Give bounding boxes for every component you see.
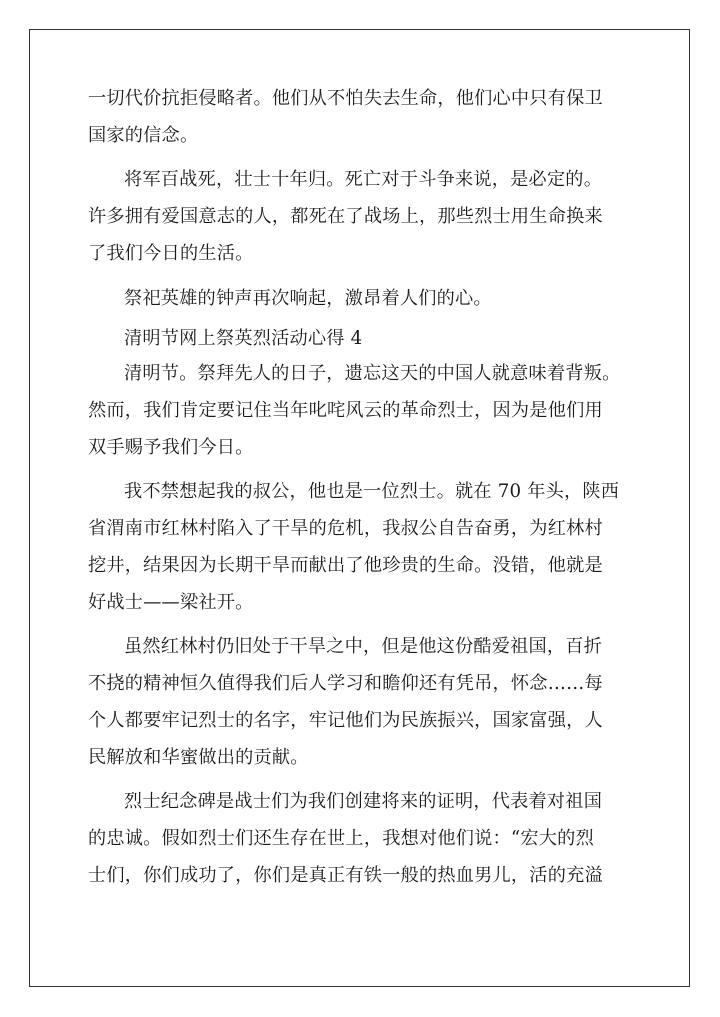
text-line: 个人都要牢记烈士的名字，牢记他们为民族振兴，国家富强，人 — [88, 710, 603, 731]
text-line: 省渭南市红林村陷入了干旱的危机，我叔公自告奋勇，为红林村 — [88, 518, 603, 539]
paragraph-start-line: 祭祀英雄的钟声再次响起，激昂着人们的心。 — [124, 288, 492, 309]
text-line: 好战士——梁社开。 — [88, 592, 254, 613]
text-line: 民解放和华蜜做出的贡献。 — [88, 747, 309, 768]
paragraph-start-line: 虽然红林村仍旧处于干旱之中，但是他这份酷爱祖国，百折 — [124, 636, 603, 657]
text-line: 挖井，结果因为长期干旱而献出了他珍贵的生命。没错，他就是 — [88, 555, 603, 576]
paragraph-start-line: 将军百战死，壮士十年归。死亡对于斗争来说，是必定的。 — [124, 169, 603, 190]
section-heading: 清明节网上祭英烈活动心得 4 — [124, 328, 363, 349]
text-line: 的忠诚。假如烈士们还生存在世上，我想对他们说：“宏大的烈 — [88, 828, 594, 849]
paragraph-start-line: 烈士纪念碑是战士们为我们创建将来的证明，代表着对祖国 — [124, 791, 603, 812]
text-line: 然而，我们肯定要记住当年叱咤风云的革命烈士，因为是他们用 — [88, 400, 603, 421]
text-line: 许多拥有爱国意志的人，都死在了战场上，那些烈士用生命换来 — [88, 206, 603, 227]
paragraph-start-line: 我不禁想起我的叔公，他也是一位烈士。就在 70 年头，陕西 — [124, 481, 620, 502]
text-line: 双手赐予我们今日。 — [88, 437, 254, 458]
paragraph-start-line: 清明节。祭拜先人的日子，遗忘这天的中国人就意味着背叛。 — [124, 363, 621, 384]
text-line: 了我们今日的生活。 — [88, 243, 254, 264]
text-line: 不挠的精神恒久值得我们后人学习和瞻仰还有凭吊，怀念……每 — [88, 673, 603, 694]
text-line: 一切代价抗拒侵略者。他们从不怕失去生命，他们心中只有保卫 — [88, 88, 603, 109]
text-line: 士们，你们成功了，你们是真正有铁一般的热血男儿，活的充溢 — [88, 865, 603, 886]
text-line: 国家的信念。 — [88, 125, 199, 146]
